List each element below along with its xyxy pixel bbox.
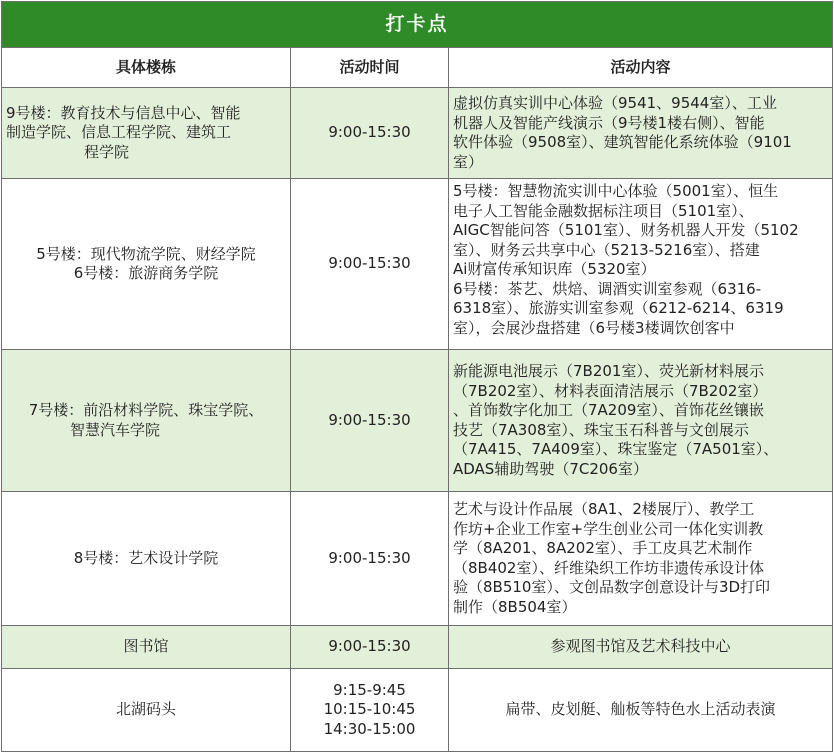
checkin-schedule-table <box>1 1 833 752</box>
content-line: 虚拟仿真实训中心体验（9541、9544室）、工业 <box>453 94 777 112</box>
content-line: 新能源电池展示（7B201室）、荧光新材料展示 <box>453 362 764 380</box>
time-cell <box>291 88 449 179</box>
table-row <box>2 88 833 179</box>
content-line: 室） <box>453 152 484 171</box>
time-line: 10:15-10:45 <box>323 700 416 719</box>
building-cell <box>2 669 291 752</box>
time-line: 9:00-15:30 <box>328 637 411 656</box>
time-line: 14:30-15:00 <box>323 719 416 738</box>
building-line: 5号楼：现代物流学院、财经学院 <box>36 244 256 263</box>
time-line: 9:00-15:30 <box>328 548 411 567</box>
header-building: 具体楼栋 <box>2 48 291 88</box>
table-row <box>2 492 833 626</box>
building-line: 6号楼：旅游商务学院 <box>73 264 219 282</box>
header-row <box>2 48 833 88</box>
content-line: （7A415、7A409室）、珠宝鉴定（7A501室）、 <box>453 440 779 458</box>
building-line: 程学院 <box>84 142 130 161</box>
building-line: 制造学院、信息工程学院、建筑工 <box>6 123 232 142</box>
table-row <box>2 626 833 669</box>
table-row <box>2 669 833 752</box>
table-title: 打卡点 <box>2 2 833 48</box>
content-line: 室），会展沙盘搭建（6号楼3楼调饮创客中 <box>453 318 735 337</box>
content-cell <box>449 350 833 492</box>
content-line: 参观图书馆及艺术科技中心 <box>550 637 731 656</box>
building-line: 8号楼：艺术设计学院 <box>73 548 219 567</box>
table-row <box>2 350 833 492</box>
building-line: 北湖码头 <box>115 700 176 719</box>
building-line: 智慧汽车学院 <box>70 420 161 439</box>
content-line: AIGC智能问答（5101室）、财务机器人开发（5102 <box>453 221 799 239</box>
time-cell <box>291 626 449 669</box>
content-line: 艺术与设计作品展（8A1、2楼展厅）、教学工 <box>453 500 755 518</box>
time-line: 9:15-9:45 <box>333 680 406 699</box>
content-cell <box>449 88 833 179</box>
time-line: 9:00-15:30 <box>328 254 411 273</box>
content-line: 电子人工智能金融数据标注项目（5101室）、 <box>453 201 754 220</box>
content-cell <box>449 626 833 669</box>
content-line: 软件体验（9508室）、建筑智能化系统体验（9101 <box>453 133 792 151</box>
content-cell <box>449 492 833 626</box>
content-line: 机器人及智能产线演示（9号楼1楼右侧）、智能 <box>453 113 765 132</box>
building-cell <box>2 179 291 350</box>
content-line: 扁带、皮划艇、舢板等特色水上活动表演 <box>505 700 776 719</box>
content-line: （7B202室）、材料表面清洁展示（7B202室） <box>453 381 768 400</box>
content-line: 室）、财务云共享中心（5213-5216室）、搭建 <box>453 240 760 259</box>
time-line: 9:00-15:30 <box>328 410 411 429</box>
time-cell <box>291 492 449 626</box>
content-line: 验（8B510室）、文创品数字创意设计与3D打印 <box>453 578 771 596</box>
building-line: 图书馆 <box>123 637 169 656</box>
content-line: 制作（8B504室） <box>453 597 577 616</box>
time-cell <box>291 350 449 492</box>
header-content: 活动内容 <box>449 48 833 88</box>
content-line: ADAS辅助驾驶（7C206室） <box>453 459 648 478</box>
building-cell <box>2 88 291 179</box>
building-cell <box>2 626 291 669</box>
content-line: 技艺（7A308室）、珠宝玉石科普与文创展示 <box>453 420 749 439</box>
content-line: 5号楼：智慧物流实训中心体验（5001室）、恒生 <box>453 182 779 200</box>
building-line: 7号楼：前沿材料学院、珠宝学院、 <box>28 401 264 419</box>
time-cell <box>291 669 449 752</box>
building-line: 9号楼：教育技术与信息中心、智能 <box>6 103 241 122</box>
title-row <box>2 2 833 48</box>
header-time: 活动时间 <box>291 48 449 88</box>
content-line: Ai财富传承知识库（5320室） <box>453 260 656 278</box>
table-row <box>2 179 833 350</box>
content-line: 6318室）、旅游实训室参观（6212-6214、6319 <box>453 299 784 317</box>
time-cell <box>291 179 449 350</box>
content-line: 6号楼：茶艺、烘焙、调酒实训室参观（6316- <box>453 279 762 298</box>
content-line: 作坊+企业工作室+学生创业公司一体化实训教 <box>453 519 764 538</box>
content-cell <box>449 669 833 752</box>
content-line: 学（8A201、8A202室）、手工皮具艺术制作 <box>453 539 753 557</box>
building-cell <box>2 350 291 492</box>
content-cell <box>449 179 833 350</box>
building-cell <box>2 492 291 626</box>
time-line: 9:00-15:30 <box>328 123 411 142</box>
content-line: （8B402室）、纤维染织工作坊非遗传承设计体 <box>453 558 764 577</box>
content-line: 、首饰数字化加工（7A209室）、首饰花丝镶嵌 <box>453 401 764 419</box>
